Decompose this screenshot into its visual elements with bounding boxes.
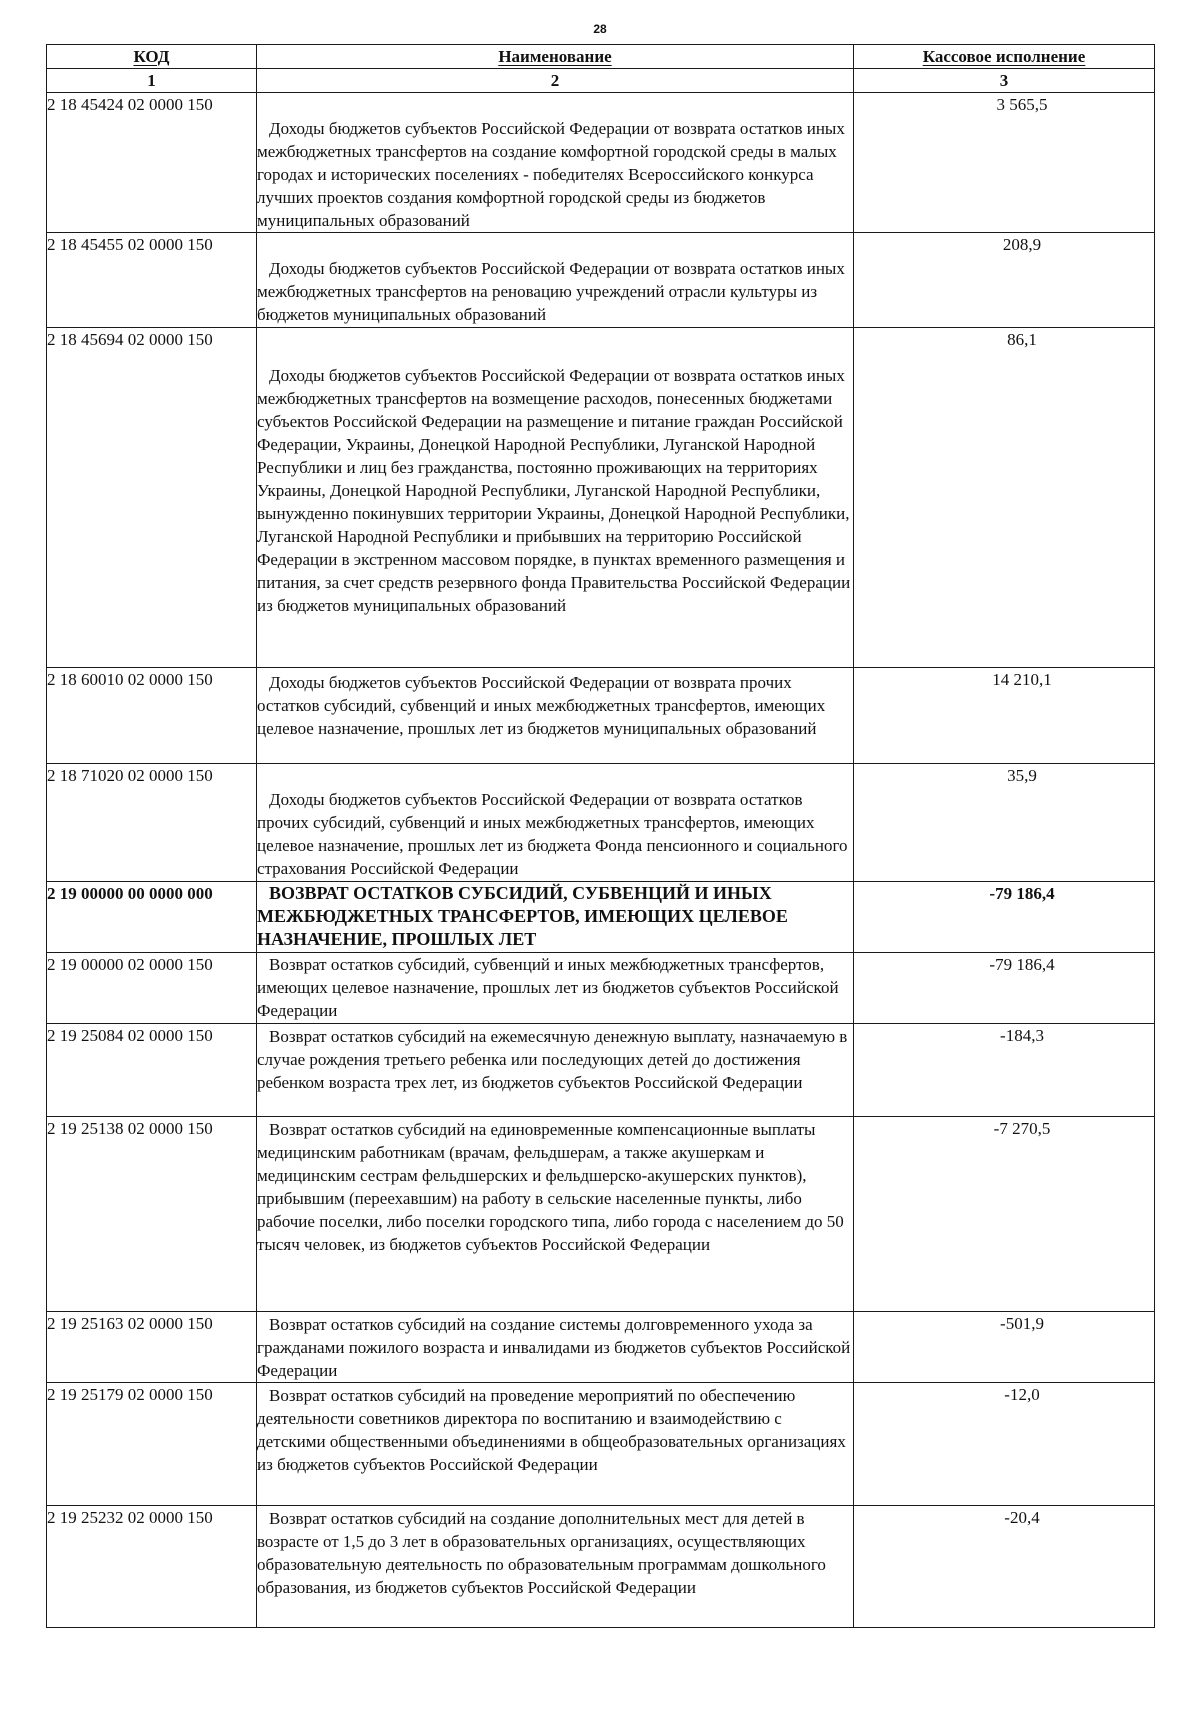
section-row <box>47 882 1155 953</box>
row-name <box>257 882 854 953</box>
page-number: 28 <box>593 22 607 36</box>
row-name-text: Возврат остатков субсидий на проведение мероприятий по обеспечению деятельности советников директора по воспитанию и взаимодействию с детскими общественными объединениями в общеобразовательных организациях из бюджетов субъектов Российской Федерации <box>257 1386 846 1474</box>
row-name <box>257 1117 854 1312</box>
column-number-name: 2 <box>257 69 854 93</box>
row-name <box>257 668 854 764</box>
row-code: 2 19 25138 02 0000 150 <box>47 1117 257 1312</box>
row-amount <box>854 93 1155 233</box>
row-amount-value: 208,9 <box>1002 235 1042 254</box>
row-code: 2 18 45424 02 0000 150 <box>47 93 257 233</box>
table-row <box>47 1312 1155 1383</box>
row-amount-value: -7 270,5 <box>993 1119 1051 1138</box>
row-name-text: Возврат остатков субсидий на ежемесячную денежную выплату, назначаемую в случае рождения третьего ребенка или последующих детей до достижения ребенком возраста трех лет, из бюджетов субъектов Российской Федерации <box>257 1027 848 1092</box>
row-amount-value: -12,0 <box>1004 1385 1040 1404</box>
row-amount-value: 86,1 <box>1007 330 1037 349</box>
row-amount-value: 3 565,5 <box>996 95 1048 114</box>
row-name <box>257 328 854 668</box>
column-header-code: КОД <box>47 45 257 69</box>
row-name <box>257 93 854 233</box>
table-row <box>47 1117 1155 1312</box>
table-row <box>47 328 1155 668</box>
row-amount-value: -79 186,4 <box>989 884 1055 903</box>
row-code: 2 19 25163 02 0000 150 <box>47 1312 257 1383</box>
column-header-name: Наименование <box>257 45 854 69</box>
row-name <box>257 233 854 328</box>
row-amount <box>854 328 1155 668</box>
row-name <box>257 1024 854 1117</box>
table-row <box>47 93 1155 233</box>
row-name-text: Доходы бюджетов субъектов Российской Федерации от возврата остатков иных межбюджетных трансфертов на возмещение расходов, понесенных бюджетами субъектов Российской Федерации на размещение и питание граждан Российской Федерации, Украины, Донецкой Народной Республики, Луганской Народной Республики и лиц без гражданства, постоянно проживающих на территориях Украины, Донецкой Народной Республики, Луганской Народной Республики, вынужденно покинувших территории Украины, Донецкой Народной Республики, Луганской Народной Республики и прибывших на территорию Российской Федерации в экстренном массовом порядке, в пунктах временного размещения и питания, за счет средств резервного фонда Правительства Российской Федерации из бюджетов муниципальных образований <box>257 366 851 615</box>
row-name-text: Доходы бюджетов субъектов Российской Федерации от возврата остатков иных межбюджетных трансфертов на реновацию учреждений отрасли культуры из бюджетов муниципальных образований <box>257 259 845 324</box>
row-amount-value: -20,4 <box>1004 1508 1040 1527</box>
row-amount <box>854 233 1155 328</box>
row-amount <box>854 953 1155 1024</box>
table-row <box>47 764 1155 882</box>
row-name-text: Доходы бюджетов субъектов Российской Федерации от возврата остатков иных межбюджетных трансфертов на создание комфортной городской среды в малых городах и исторических поселениях - победителях Всероссийского конкурса лучших проектов создания комфортной городской среды из бюджетов муниципальных образований <box>257 119 845 230</box>
row-amount <box>854 1506 1155 1628</box>
header-row <box>47 45 1155 69</box>
row-name <box>257 764 854 882</box>
row-amount-value: -79 186,4 <box>989 955 1055 974</box>
row-code: 2 18 45455 02 0000 150 <box>47 233 257 328</box>
budget-table <box>46 44 1155 1628</box>
table-row <box>47 953 1155 1024</box>
row-amount <box>854 1383 1155 1506</box>
row-name <box>257 1383 854 1506</box>
table-row <box>47 233 1155 328</box>
row-code: 2 19 25232 02 0000 150 <box>47 1506 257 1628</box>
row-amount <box>854 1312 1155 1383</box>
row-name-text: Возврат остатков субсидий на создание системы долговременного ухода за гражданами пожилого возраста и инвалидами из бюджетов субъектов Российской Федерации <box>257 1315 851 1380</box>
row-amount-value: 14 210,1 <box>992 670 1052 689</box>
row-amount-value: -184,3 <box>1000 1026 1044 1045</box>
row-amount <box>854 1117 1155 1312</box>
row-code: 2 18 71020 02 0000 150 <box>47 764 257 882</box>
table-row <box>47 668 1155 764</box>
table-row <box>47 1506 1155 1628</box>
row-code: 2 19 25179 02 0000 150 <box>47 1383 257 1506</box>
row-name-text: Доходы бюджетов субъектов Российской Федерации от возврата прочих остатков субсидий, субвенций и иных межбюджетных трансфертов, имеющих целевое назначение, прошлых лет из бюджетов муниципальных образований <box>257 673 826 738</box>
row-amount <box>854 764 1155 882</box>
row-code: 2 19 00000 02 0000 150 <box>47 953 257 1024</box>
row-code: 2 19 25084 02 0000 150 <box>47 1024 257 1117</box>
row-name-text: Возврат остатков субсидий на создание дополнительных мест для детей в возрасте от 1,5 до 3 лет в образовательных организациях, осуществляющих образовательную деятельность по образовательным программам дошкольного образования, из бюджетов субъектов Российской Федерации <box>257 1509 826 1597</box>
row-amount <box>854 668 1155 764</box>
row-amount-value: 35,9 <box>1007 766 1037 785</box>
row-name <box>257 1312 854 1383</box>
row-amount-value: -501,9 <box>1000 1314 1044 1333</box>
column-number-code: 1 <box>47 69 257 93</box>
row-name-text: ВОЗВРАТ ОСТАТКОВ СУБСИДИЙ, СУБВЕНЦИЙ И ИНЫХ МЕЖБЮДЖЕТНЫХ ТРАНСФЕРТОВ, ИМЕЮЩИХ ЦЕЛЕВОЕ НАЗНАЧЕНИЕ, ПРОШЛЫХ ЛЕТ <box>257 883 788 949</box>
row-name <box>257 953 854 1024</box>
row-amount <box>854 882 1155 953</box>
column-number-amount: 3 <box>854 69 1155 93</box>
row-code: 2 18 45694 02 0000 150 <box>47 328 257 668</box>
column-number-row <box>47 69 1155 93</box>
table-row <box>47 1024 1155 1117</box>
row-name <box>257 1506 854 1628</box>
row-name-text: Доходы бюджетов субъектов Российской Федерации от возврата остатков прочих субсидий, субвенций и иных межбюджетных трансфертов, имеющих целевое назначение, прошлых лет из бюджета Фонда пенсионного и социального страхования Российской Федерации <box>257 790 848 878</box>
row-code: 2 18 60010 02 0000 150 <box>47 668 257 764</box>
row-name-text: Возврат остатков субсидий, субвенций и иных межбюджетных трансфертов, имеющих целевое назначение, прошлых лет из бюджетов субъектов Российской Федерации <box>257 955 839 1020</box>
column-header-amount: Кассовое исполнение <box>854 45 1155 69</box>
row-amount <box>854 1024 1155 1117</box>
table-row <box>47 1383 1155 1506</box>
row-name-text: Возврат остатков субсидий на единовременные компенсационные выплаты медицинским работникам (врачам, фельдшерам, а также акушеркам и медицинским сестрам фельдшерских и фельдшерско-акушерских пунктов), прибывшим (переехавшим) на работу в сельские населенные пункты, либо рабочие поселки, либо поселки городского типа, либо города с населением до 50 тысяч человек, из бюджетов субъектов Российской Федерации <box>257 1120 844 1254</box>
row-code: 2 19 00000 00 0000 000 <box>47 882 257 953</box>
